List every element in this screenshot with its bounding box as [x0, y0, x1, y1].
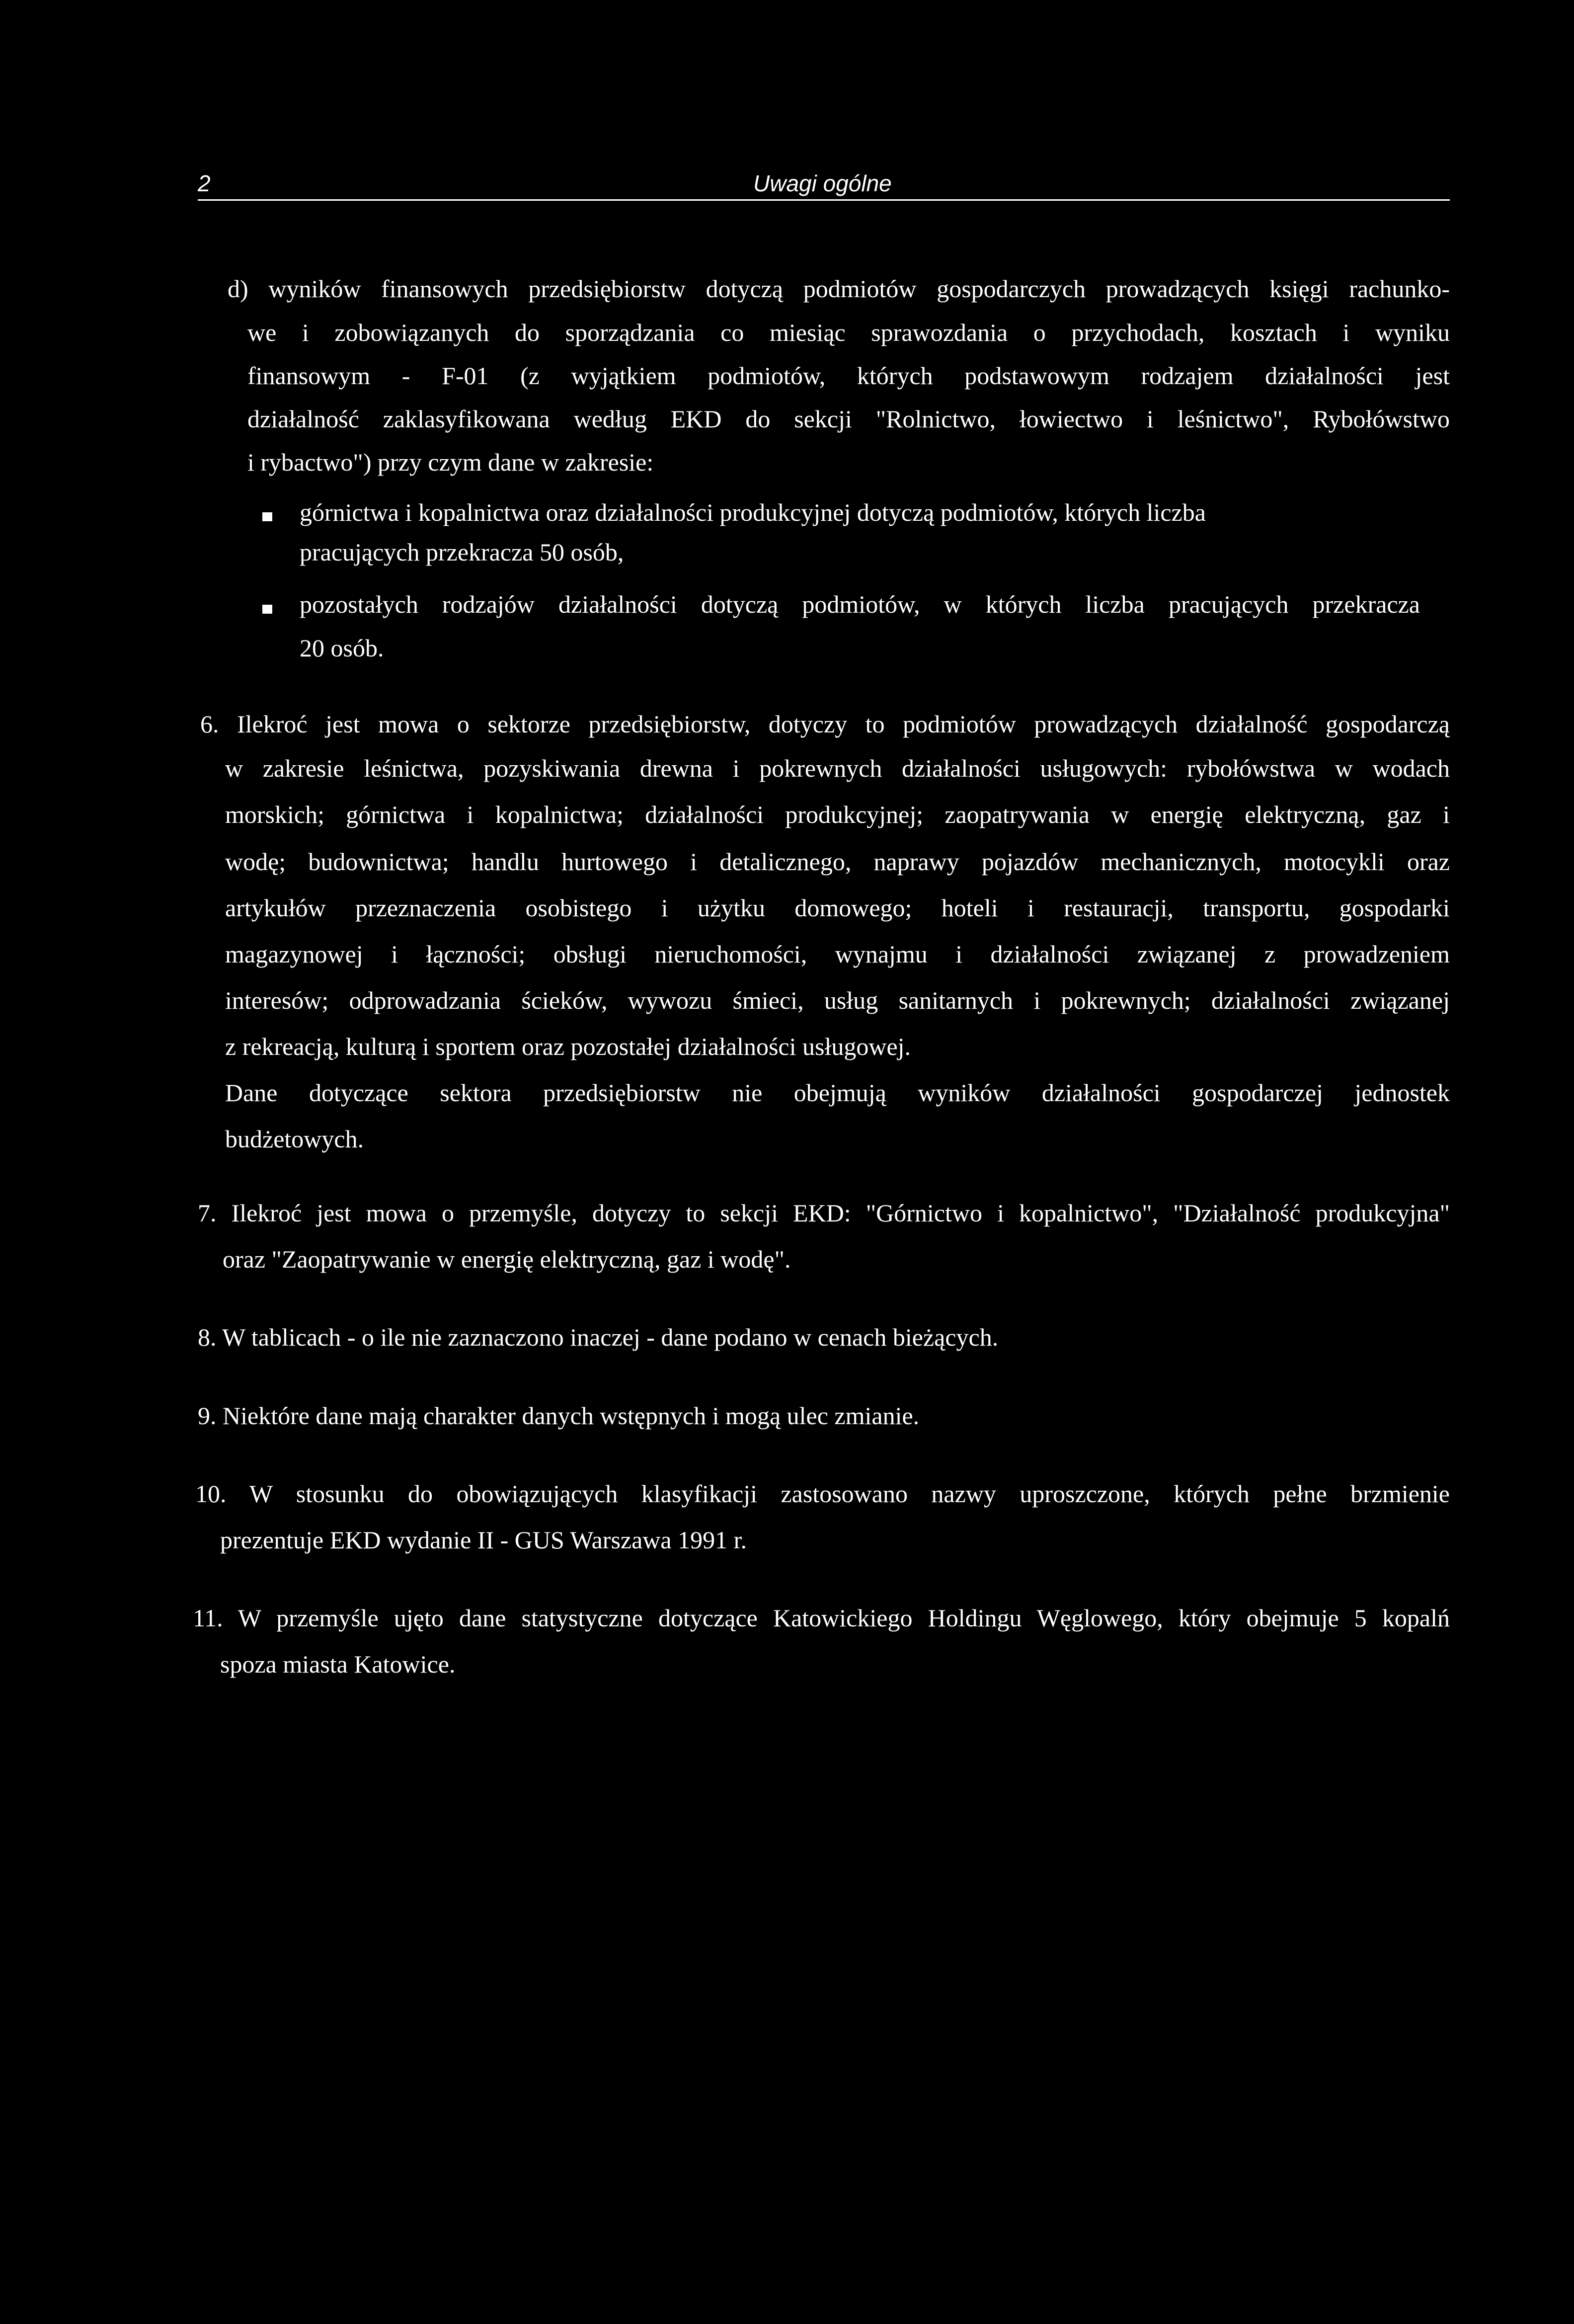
running-title: Uwagi ogólne	[753, 170, 892, 196]
item-6-line-9: Dane dotyczące sektora przedsiębiorstw nie obejmują wyników działalności gospodarczej jednostek	[225, 1079, 1450, 1107]
item-6-line-2: w zakresie leśnictwa, pozyskiwania drewna i pokrewnych działalności usługowych: rybołówstwa w wodach	[225, 754, 1450, 782]
item-7-line-1: 7. Ilekroć jest mowa o przemyśle, dotyczy to sekcji EKD: "Górnictwo i kopalnictwo", "Działalność produkcyjna"	[198, 1199, 1450, 1227]
section-d-line-3: finansowym - F-01 (z wyjątkiem podmiotów, których podstawowym rodzajem działalności jest	[247, 362, 1450, 390]
page-number: 2	[198, 170, 211, 196]
item-7-line-2: oraz "Zaopatrywanie w energię elektryczną, gaz i wodę".	[223, 1245, 791, 1273]
item-6-line-5: artykułów przeznaczenia osobistego i użytku domowego; hoteli i restauracji, transportu, gospodarki	[225, 894, 1450, 922]
bullet-square-icon	[262, 605, 272, 614]
item-6-line-4: wodę; budownictwa; handlu hurtowego i detalicznego, naprawy pojazdów mechanicznych, motocykli oraz	[225, 848, 1450, 876]
item-6-line-6: magazynowej i łączności; obsługi nieruchomości, wynajmu i działalności związanej z prowadzeniem	[225, 940, 1450, 968]
item-10-line-2: prezentuje EKD wydanie II - GUS Warszawa 1991 r.	[220, 1526, 747, 1554]
item-6-line-7: interesów; odprowadzania ścieków, wywozu śmieci, usług sanitarnych i pokrewnych; działalności związanej	[225, 986, 1450, 1014]
item-6-line-8: z rekreacją, kulturą i sportem oraz pozostałej działalności usługowej.	[225, 1033, 911, 1060]
section-d-line-4: działalność zaklasyfikowana według EKD do sekcji "Rolnictwo, łowiectwo i leśnictwo", Rybołówstwo	[247, 405, 1450, 433]
item-9-text: 9. Niektóre dane mają charakter danych wstępnych i mogą ulec zmianie.	[198, 1402, 920, 1430]
section-d-line-1: d) wyników finansowych przedsiębiorstw dotyczą podmiotów gospodarczych prowadzących księgi rachunko-	[228, 275, 1450, 303]
item-11-line-2: spoza miasta Katowice.	[220, 1650, 456, 1678]
item-8-text: 8. W tablicach - o ile nie zaznaczono inaczej - dane podano w cenach bieżących.	[198, 1323, 999, 1351]
section-d-line-2: we i zobowiązanych do sporządzania co miesiąc sprawozdania o przychodach, kosztach i wyniku	[247, 319, 1450, 346]
item-10-line-1: 10. W stosunku do obowiązujących klasyfikacji zastosowano nazwy uproszczone, których pełne brzmienie	[195, 1480, 1450, 1508]
bullet-2-line-1: pozostałych rodzajów działalności dotyczą podmiotów, w których liczba pracujących przekracza	[300, 590, 1420, 618]
bullet-1-line-1: górnictwa i kopalnictwa oraz działalności produkcyjnej dotyczą podmiotów, których liczba	[300, 498, 1206, 526]
bullet-square-icon	[262, 512, 272, 521]
item-6-line-1: 6. Ilekroć jest mowa o sektorze przedsiębiorstw, dotyczy to podmiotów prowadzących działalność gospodarczą	[200, 710, 1450, 738]
item-6-line-3: morskich; górnictwa i kopalnictwa; działalności produkcyjnej; zaopatrywania w energię elektryczną, gaz i	[225, 801, 1450, 828]
item-11-line-1: 11. W przemyśle ujęto dane statystyczne dotyczące Katowickiego Holdingu Węglowego, który obejmuje 5 kopalń	[193, 1604, 1450, 1632]
bullet-1-line-2: pracujących przekracza 50 osób,	[300, 538, 624, 566]
bullet-2-line-2: 20 osób.	[300, 634, 384, 662]
item-6-line-10: budżetowych.	[225, 1125, 364, 1153]
page-header	[198, 166, 1450, 201]
section-d-line-5: i rybactwo") przy czym dane w zakresie:	[247, 448, 654, 476]
